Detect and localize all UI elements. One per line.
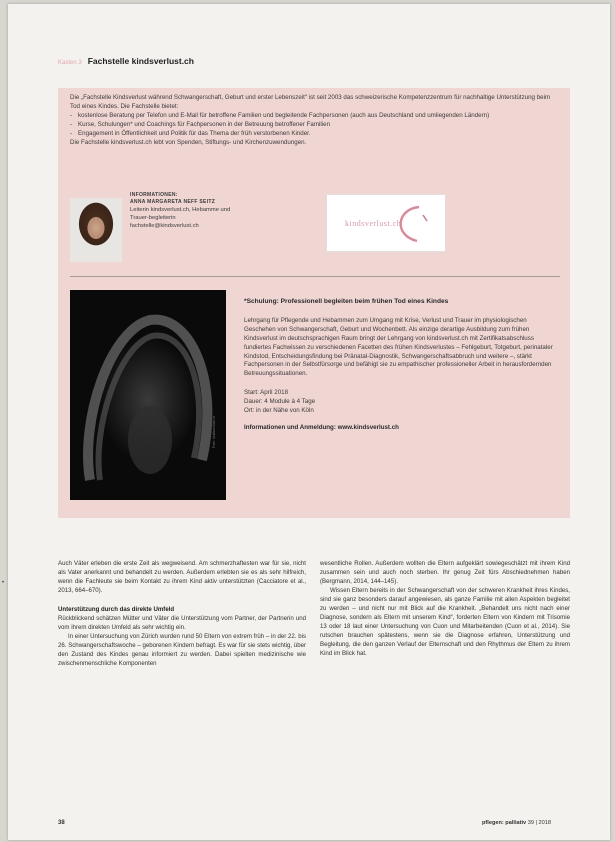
course-start: Start: April 2018 (244, 389, 289, 397)
contact-block (70, 192, 560, 262)
body-paragraph: In einer Untersuchung von Zürich wurden rund 50 Eltern von extrem früh – in der 22. bis 26. Schwangerschaftswoche – geborenen Kindern befragt. Es war für sie stets wichtig, über den Zustand des Kindes genau informiert zu werden. Dabei spielten medizinische wie zwischenmenschliche Komponenten (58, 632, 306, 667)
body-column-left (58, 560, 306, 668)
course-title: *Schulung: Professionell begleiten beim frühen Tod eines Kindes (244, 298, 449, 305)
illustration-photo (70, 290, 226, 500)
body-paragraph: Auch Väter erleben die erste Zeit als wegweisend. Am schmerzhaftesten war für sie, nicht als Vater anerkannt und behandelt zu werden. Außerdem erlebten sie es als sehr hilfreich, wenn die Fachleute sie beim Kontakt zu ihrem Kind aktiv unterstützten (Cacciatore et al., 2013, 664–670). (58, 560, 306, 594)
section-divider (70, 276, 560, 277)
contact-email[interactable]: fachstelle@kindsverlust.ch (130, 223, 199, 230)
kindsverlust-logo (326, 194, 446, 252)
contact-heading: INFORMATIONEN: (130, 192, 178, 198)
logo-text: kindsverlust.ch (345, 219, 402, 228)
journal-footer (482, 820, 551, 826)
logo-swoosh-icon (327, 195, 447, 253)
info-box (58, 88, 570, 518)
contact-photo (70, 198, 122, 262)
course-duration: Dauer: 4 Module à 4 Tage (244, 398, 316, 406)
course-description: Lehrgang für Pflegende und Hebammen zum Umgang mit Krise, Verlust und Trauer im physiologischen Geschehen von Schwangerschaft, Geburt und Wochenbett. Als einzige derartige Ausbildung zum frühen Kindsverlust im deutschsprachigen Raum bringt der Lehrgang von kindsverlust.ch mit Zertifikatsabschluss fundiertes Fachwissen zu verschiedenen Facetten des frühen Kindsverlustes – Fehlgeburt, Totgeburt, perinataler Kindstod, Entscheidungsfindung bei Pränatal-Diagnostik, Schwangerschaftsabbruch und weitere –, stärkt Fachpersonen in der Selbstfürsorge und befähigt sie zu empathischer professioneller Arbeit in herausfordernden Betreuungssituationen. (244, 316, 553, 378)
page-number: 38 (58, 820, 65, 826)
page (8, 4, 610, 840)
scan-edge-mark: • (2, 580, 5, 586)
contact-info (130, 192, 250, 231)
body-subheading: Unterstützung durch das direkte Umfeld (58, 605, 175, 613)
box-number-label: Kasten 3 (58, 60, 82, 66)
body-column-right (320, 560, 570, 658)
hand-arch-illustration-icon (70, 290, 226, 500)
contact-name: ANNA MARGARETA NEFF SEITZ (130, 199, 216, 205)
offer-item: - kostenlose Beratung per Telefon und E-Mail für betroffene Familien und begleitende Fachpersonen (auch aus Deutschland und umliegenden Ländern) (70, 112, 560, 121)
intro-block (70, 94, 560, 147)
photo-credit: Foto: kindsverlust.ch (212, 415, 216, 448)
intro-closing: Die Fachstelle kindsverlust.ch lebt von Spenden, Stiftungs- und Kirchenzuwendungen. (70, 138, 307, 146)
offer-item: - Kurse, Schulungen* und Coachings für Fachpersonen in der Betreuung betroffener Familien (70, 121, 560, 130)
journal-name: pflegen: palliativ (482, 820, 527, 826)
journal-issue: 39 | 2018 (527, 820, 551, 826)
contact-role: Leiterin kindsverlust.ch, Hebamme und Trauer-begleiterin (130, 207, 231, 222)
body-paragraph: Wissen Eltern bereits in der Schwangerschaft von der schweren Krankheit ihres Kindes, sind sie ganz besonders darauf angewiesen, als ganze Familie mit allen Aspekten begleitet zu werden – und nicht nur mit Blick auf die Krankheit. „Behandelt uns nicht nach einer Diagnose, sondern als Eltern mit unserem Kind“, forderten Eltern von Kindern mit Trisomie 13 oder 18 laut einer Untersuchung von Cuon und Mitarbeitenden (Cuon et al., 2014). Sie rutschen brauchen spätestens, wenn sie die Diagnose erfahren, Unterstützung und Begleitung, die den ganzen Verlauf der Elternschaft und den Rhythmus der Eltern zu ihrem Kind im Blick hat. (320, 586, 570, 657)
intro-paragraph: Die „Fachstelle Kindsverlust während Schwangerschaft, Geburt und erster Lebenszeit“ ist seit 2003 das schweizerische Kompetenzzentrum für nachhaltige Unterstützung beim Tod eines Kindes. Die Fachstelle bietet: (70, 94, 551, 110)
course-registration-link[interactable]: Informationen und Anmeldung: www.kindsverlust.ch (244, 423, 399, 431)
offer-item: - Engagement in Öffentlichkeit und Politik für das Thema der früh verstorbenen Kinder. (70, 130, 560, 139)
body-paragraph: wesentliche Rollen. Außerdem wollten die Eltern aufgeklärt sowiegeschätzt mit ihrem Kind zusammen sein und auch noch sterben. Ihr genug Zeit fürs Abschiednehmen haben (Bergmann, 2014, 144–145). (320, 560, 570, 585)
body-paragraph: Rückblickend schätzen Mütter und Väter die Unterstützung vom Partner, der Partnerin und vom ihrem direkten Umfeld als sehr wichtig ein. (58, 614, 306, 631)
offer-list (70, 112, 560, 139)
course-block (244, 298, 560, 433)
course-location: Ort: in der Nähe von Köln (244, 407, 314, 415)
box-title: Fachstelle kindsverlust.ch (87, 56, 194, 66)
box-header (58, 56, 194, 66)
course-meta (244, 389, 560, 416)
